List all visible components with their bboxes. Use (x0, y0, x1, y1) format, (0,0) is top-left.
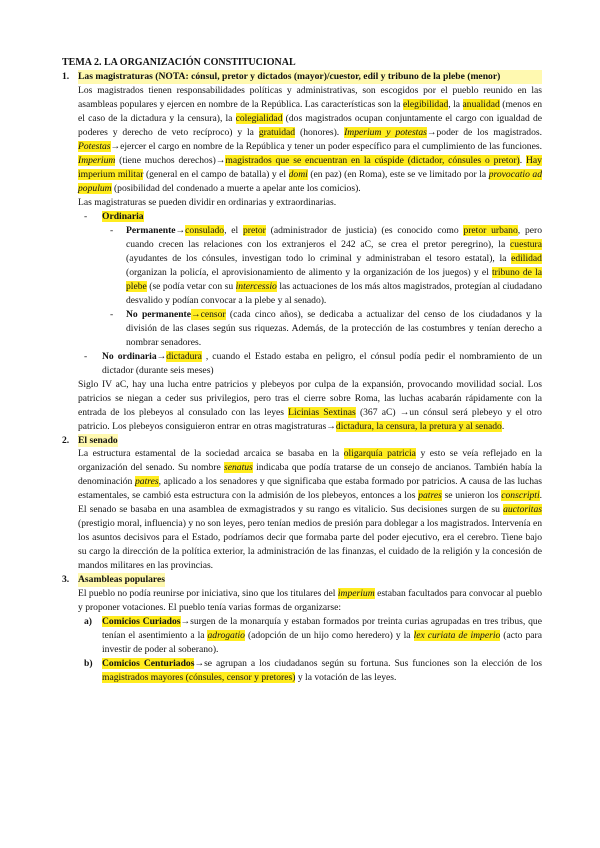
ordinaria-list (78, 210, 542, 378)
list-item: - Permanente→consulado, el pretor (administrador de justicia) (es conocido como pretor urbano, pero cuando crecen las relaciones con los extranjeros el 242 aC, se crea el pretor peregrino), la cuestura (ayudantes de los cónsules, investigan todo lo criminal y administraban el tesoro estatal), la edilidad (organizan la policía, el aprovisionamiento de alimento y la organización de los juegos) y el tribuno de la plebe (se podía vetar con su intercessio las actuaciones de los más altos magistrados, protegían al ciudadano desvalido y podían convocar a la plebe y al senado). (102, 224, 542, 308)
list-item: - No permanente→censor (cada cinco años), se dedicaba a actualizar del censo de los ciudadanos y la división de las clases según sus riquezas. Además, de la protección de las costumbres y tenían derecho a nombrar senadores. (102, 308, 542, 350)
paragraph: Las magistraturas se pueden dividir en ordinarias y extraordinarias. (78, 196, 337, 208)
section-asambleas (62, 573, 542, 685)
section-senado (62, 434, 542, 574)
section-heading: 1. Las magistraturas (NOTA: cónsul, pretor y dictados (mayor)/cuestor, edil y tribuno de la plebe (menor) (78, 70, 542, 84)
paragraph: Siglo IV aC, hay una lucha entre patricios y plebeyos por culpa de la expansión, provocando movilidad social. Los patricios se niegan a ceder sus privilegios, pero tras el cierre sobre Roma, las luchas acabarán rápidamente con la entrada de los plebeyos al consulado con las leyes Licinias Sextinas (367 aC) →un cónsul será plebeyo y el otro patricio. Los plebeyos consiguieron entrar en otras magistraturas→dictadura, la censura, la pretura y al senado. (78, 378, 542, 432)
section-magistraturas (62, 70, 542, 434)
list-item: - Ordinaria - Permanente→consulado, el pretor (administrador de justicia) (es conocido como pretor urbano, pero cuando crecen las relaciones con los extranjeros el 242 aC, se crea el pretor peregrino), la cuestura (ayudantes de los cónsules, investigan todo lo criminal y administraban el tesoro estatal), la edilidad (organizan la policía, el aprovisionamiento de alimento y la organización de los juegos) y el tribuno de la plebe (se podía vetar con su intercessio las actuaciones de los más altos magistrados, protegían al ciudadano desvalido y podían convocar a la plebe y al senado). - No permanente→censor (cada cinco años), se dedicaba a actualizar del censo de los ciudadanos y la división de las clases según sus riquezas. Además, de la protección de las costumbres y tenían derecho a nombrar senadores. (78, 210, 542, 350)
list-item: b) Comicios Centuriados→se agrupan a los ciudadanos según su fortuna. Sus funciones son la elección de los magistrados mayores (cónsules, censor y pretores) y la votación de las leyes. (84, 657, 543, 683)
document-title: TEMA 2. LA ORGANIZACIÓN CONSTITUCIONAL (62, 57, 296, 68)
section-heading: 3. Asambleas populares (62, 574, 165, 585)
document-content (62, 56, 542, 685)
paragraph: La estructura estamental de la sociedad arcaica se basaba en la oligarquía patricia y esto se veía reflejado en la organización del senado. Su nombre senatus indicaba que podía tratarse de un consejo de ancianos. También había la denominación patres, aplicado a los senadores y que significaba que estaba formado por patricios. A causa de las luchas estamentales, se cambió esta estructura con la admisión de los plebeyos, entonces a los patres se unieron los conscripti. El senado se basaba en una asamblea de exmagistrados y su rango es vitalicio. Sus decisiones surgen de su auctoritas (prestigio moral, influencia) y no son leyes, pero tenían medios de presión para doblegar a los magistrados. Intervenía en los asuntos decisivos para el Estado, podríamos decir que formaba parte del poder ejecutivo, era el cerebro. Tiene bajo su cargo la dirección de la política exterior, la administración de las finanzas, el cuidado de la religión y la concesión de mandos militares en las provincias. (78, 448, 543, 571)
section-heading: 2. El senado (62, 434, 118, 446)
list-item: - No ordinaria→dictadura , cuando el Estado estaba en peligro, el cónsul podía pedir el nombramiento de un dictador (durante seis meses) (78, 350, 542, 378)
paragraph: El pueblo no podía reunirse por iniciativa, sino que los titulares del imperium estaban facultados para convocar al pueblo y proponer votaciones. El pueblo tenía varias formas de organizarse: (78, 587, 542, 613)
paragraph: Los magistrados tienen responsabilidades políticas y administrativas, son escogidos por el pueblo reunido en las asambleas populares y ejercen en nombre de la República. Las características son la elegibilidad, la anualidad (menos en el caso de la dictadura y la censura), la colegialidad (dos magistrados ocupan conjuntamente el cargo con igualdad de poderes y derecho de veto recíproco) y la gratuidad (honores). Imperium y potestas→poder de los magistrados. Potestas→ejercer el cargo en nombre de la República y tener un poder específico para el cumplimiento de las funciones. Imperium (tiene muchos derechos)→magistrados que se encuentran en la cúspide (dictador, cónsules o pretor). Hay imperium militar (general en el campo de batalla) y el domi (en paz) (en Roma), este se ve limitado por la provocatio ad populum (posibilidad del condenado a muerte a apelar ante los comicios). (78, 84, 543, 194)
list-item: a) Comicios Curiados→surgen de la monarquía y estaban formados por treinta curias agrupadas en tres tribus, que tenían el asentimiento a la adrogatio (adopción de un hijo como heredero) y la lex curiata de imperio (acto para investir de poder al soberano). (84, 615, 542, 655)
assembly-list (78, 615, 542, 685)
